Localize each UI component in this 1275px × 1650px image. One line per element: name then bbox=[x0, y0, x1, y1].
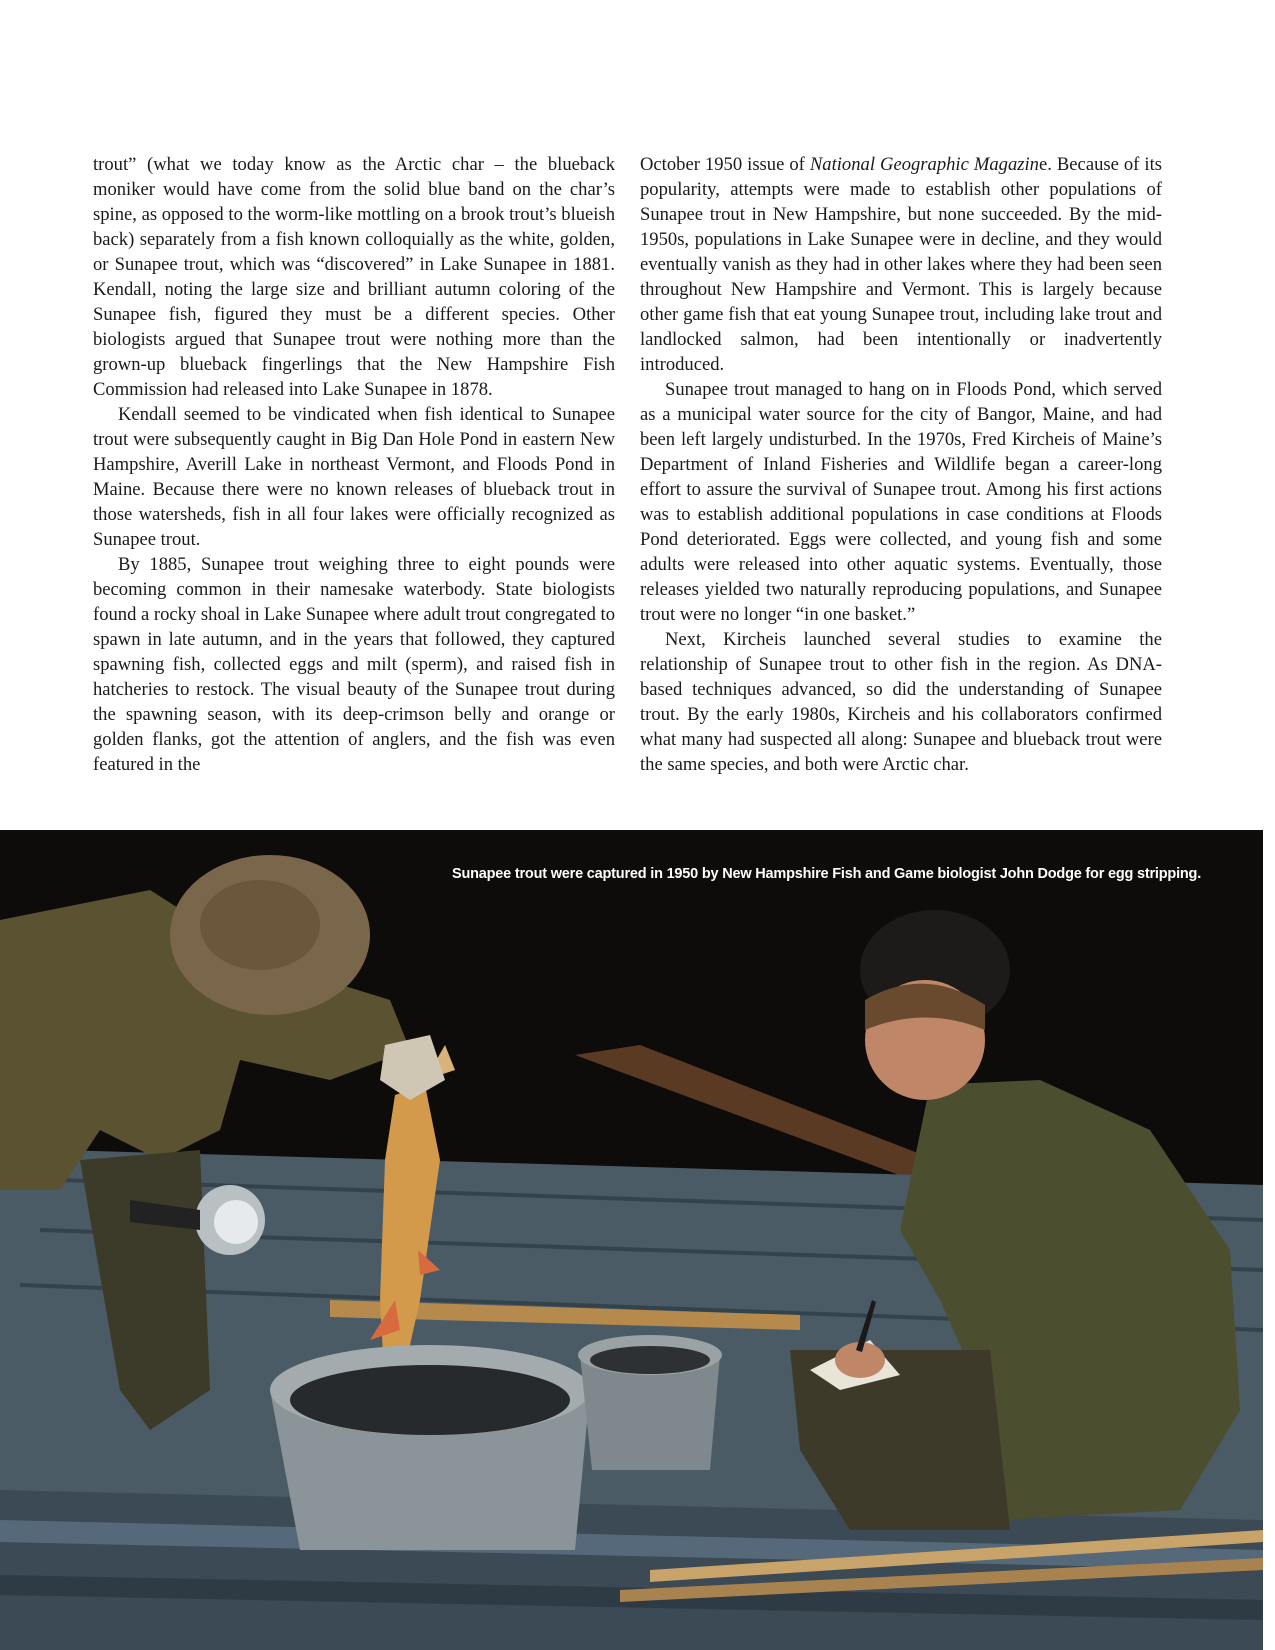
paragraph: By 1885, Sunapee trout weighing three to eight pounds were becoming common in their namesake waterbody. State biologists found a rocky shoal in Lake Sunapee where adult trout congregated to spawn in late autumn, and in the years that followed, they captured spawning fish, collected eggs and milt (sperm), and raised fish in hatcheries to restock. The visual beauty of the Sunapee trout during the spawning season, with its deep-crimson belly and orange or golden flanks, got the attention of anglers, and the fish was even featured in the bbox=[93, 554, 615, 775]
right-text-column bbox=[640, 152, 1162, 777]
paragraph: Next, Kircheis launched several studies to examine the relationship of Sunapee trout to other fish in the region. As DNA-based techniques advanced, so did the understanding of Sunapee trout. By the early 1980s, Kircheis and his collaborators confirmed what many had suspected all along: Sunapee and blueback trout were the same species, and both were Arctic char. bbox=[640, 629, 1162, 775]
paragraph-text: e. Because of its popularity, attempts were made to establish other populations of Sunapee trout in New Hampshire, but none succeeded. By the mid-1950s, populations in Lake Sunapee were in decline, and they would eventually vanish as they had in other lakes where they had been seen throughout New Hampshire and Vermont. This is largely because other game fish that eat young Sunapee trout, including lake trout and landlocked salmon, had been intentionally or inadvertently introduced. bbox=[640, 154, 1162, 375]
paragraph: trout” (what we today know as the Arctic char – the blueback moniker would have come from the solid blue band on the char’s spine, as opposed to the worm-like mottling on a brook trout’s blueish back) separately from a fish known colloquially as the white, golden, or Sunapee trout, which was “discovered” in Lake Sunapee in 1881. Kendall, noting the large size and brilliant autumn coloring of the Sunapee fish, figured they must be a different species. Other biologists argued that Sunapee trout were nothing more than the grown-up blueback fingerlings that the New Hampshire Fish Commission had released into Lake Sunapee in 1878. bbox=[93, 154, 615, 400]
magazine-title: National Geographic Magazin bbox=[809, 154, 1039, 175]
paragraph: Kendall seemed to be vindicated when fish identical to Sunapee trout were subsequently caught in Big Dan Hole Pond in eastern New Hampshire, Averill Lake in northeast Vermont, and Floods Pond in Maine. Because there were no known releases of blueback trout in those watersheds, fish in all four lakes were officially recognized as Sunapee trout. bbox=[93, 404, 615, 550]
photo-illustration bbox=[0, 830, 1263, 1650]
boat-photo bbox=[0, 830, 1263, 1650]
paragraph-text: October 1950 issue of bbox=[640, 154, 810, 175]
paragraph bbox=[640, 152, 1162, 377]
page-margin bbox=[1263, 830, 1275, 1650]
left-text-column bbox=[93, 152, 615, 777]
paragraph: Sunapee trout managed to hang on in Floods Pond, which served as a municipal water source for the city of Bangor, Maine, and had been left largely undisturbed. In the 1970s, Fred Kircheis of Maine’s Department of Inland Fisheries and Wildlife began a career-long effort to assure the survival of Sunapee trout. Among his first actions was to establish additional populations in case conditions at Floods Pond deteriorated. Eggs were collected, and young fish and some adults were released into other aquatic systems. Eventually, those releases yielded two naturally reproducing populations, and Sunapee trout were no longer “in one basket.” bbox=[640, 379, 1162, 625]
photo-caption: Sunapee trout were captured in 1950 by New Hampshire Fish and Game biologist John Dodge for egg stripping. bbox=[452, 866, 1202, 882]
